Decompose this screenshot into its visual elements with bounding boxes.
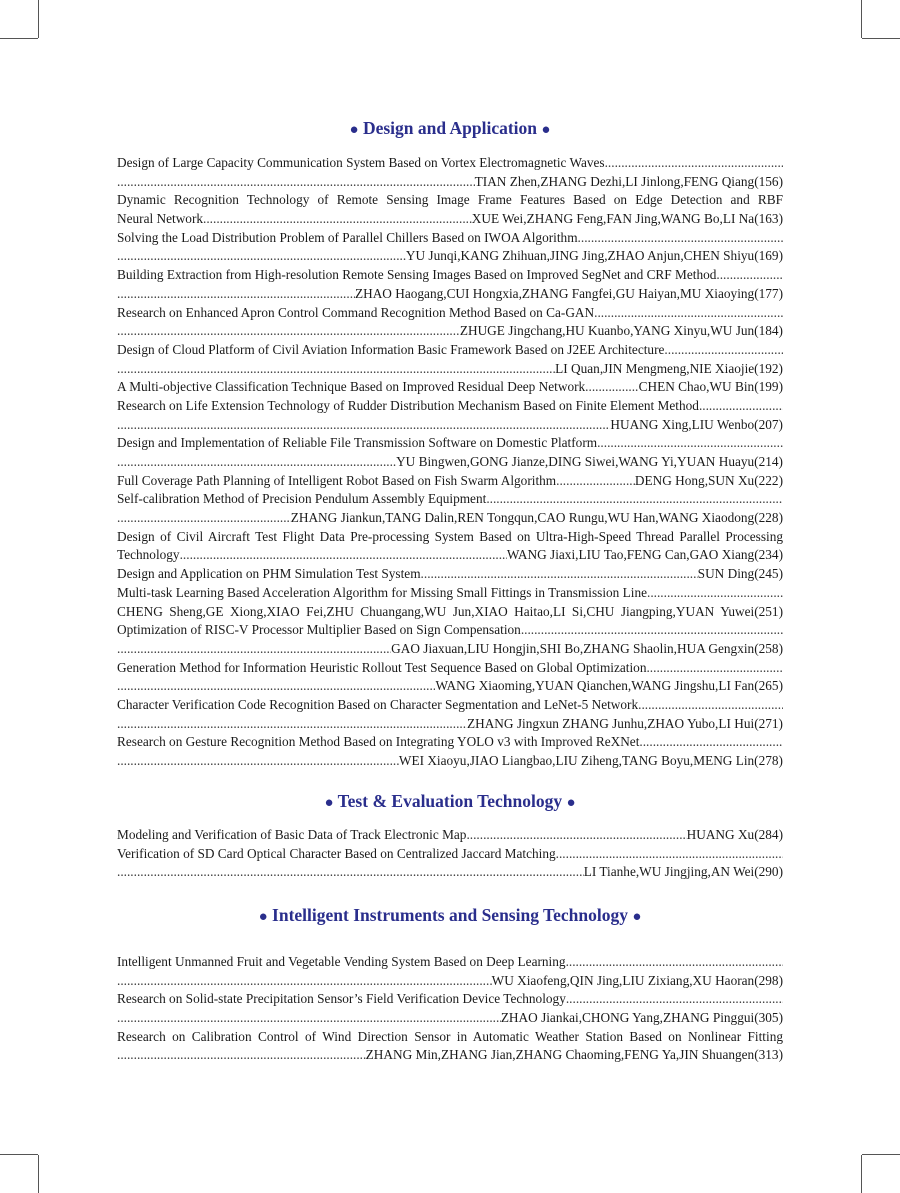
dot-leader <box>117 173 475 192</box>
entry-title: Modeling and Verification of Basic Data of Track Electronic Map <box>117 827 467 842</box>
dot-leader <box>521 621 783 640</box>
section-heading <box>117 790 783 814</box>
dot-leader <box>639 733 783 752</box>
toc-line <box>117 285 783 304</box>
toc-entries <box>117 826 783 882</box>
entry-title: Verification of SD Card Optical Character Based on Centralized Jaccard Matching <box>117 845 556 861</box>
entry-title: Research on Life Extension Technology of Rudder Distribution Mechanism Based on Finite Element Method <box>117 397 699 413</box>
toc-line <box>117 304 783 323</box>
entry-authors-page: ZHAO Haogang,CUI Hongxia,ZHANG Fangfei,GU Haiyan,MU Xiaoying(177) <box>354 285 783 301</box>
entry-title: Design and Implementation of Reliable File Transmission Software on Domestic Platform <box>117 435 598 451</box>
entry-authors-page: WU Xiaofeng,QIN Jing,LIU Zixiang,XU Haoran(298) <box>491 972 783 988</box>
dot-leader <box>117 972 492 991</box>
crop-mark-tl-h <box>0 38 38 39</box>
dot-leader <box>117 715 467 734</box>
toc-line <box>117 360 783 379</box>
dot-leader <box>117 285 355 304</box>
dot-leader <box>566 990 783 1009</box>
dot-leader <box>664 341 783 360</box>
entry-authors-page: WEI Xiaoyu,JIAO Liangbao,LIU Ziheng,TANG Boyu,MENG Lin(278) <box>398 753 783 768</box>
entry-title: Solving the Load Distribution Problem of Parallel Chillers Based on IWOA Algorithm <box>117 229 578 245</box>
entry-authors-page: LI Tianhe,WU Jingjing,AN Wei(290) <box>583 864 783 880</box>
entry-title: Neural Network <box>117 211 204 227</box>
entry-title: Character Verification Code Recognition Based on Character Segmentation and LeNet-5 Network <box>117 696 639 712</box>
toc-line <box>117 509 783 528</box>
dot-leader <box>117 509 291 528</box>
toc-line <box>117 341 783 360</box>
entry-authors-page: TIAN Zhen,ZHANG Dezhi,LI Jinlong,FENG Qiang(156) <box>474 173 783 189</box>
entry-authors-page: YU Bingwen,GONG Jianze,DING Siwei,WANG Yi,YUAN Huayu(214) <box>396 454 783 469</box>
toc-line <box>117 640 783 659</box>
entry-authors-page: WANG Xiaoming,YUAN Qianchen,WANG Jingshu,LI Fan(265) <box>435 678 783 694</box>
bullet-icon: ● <box>349 122 359 138</box>
dot-leader <box>699 397 783 416</box>
entry-title: Generation Method for Information Heuristic Rollout Test Sequence Based on Global Optimization <box>117 659 647 675</box>
dot-leader <box>597 434 783 453</box>
entry-authors-page: SUN Ding(245) <box>697 566 783 582</box>
entry-authors-page: ZHAO Jiankai,CHONG Yang,ZHANG Pinggui(305) <box>500 1010 783 1026</box>
dot-leader <box>117 1046 366 1065</box>
dot-leader <box>117 1009 501 1028</box>
dot-leader <box>203 210 472 229</box>
crop-mark-bl-h <box>0 1154 38 1155</box>
dot-leader <box>117 453 396 472</box>
toc-line <box>117 1009 783 1028</box>
toc-line <box>117 154 783 173</box>
entry-authors-page: ZHUGE Jingchang,HU Kuanbo,YANG Xinyu,WU Jun(184) <box>459 323 783 339</box>
entry-title: Technology <box>117 547 180 563</box>
toc-section <box>117 904 783 1065</box>
toc-line: CHENG Sheng,GE Xiong,XIAO Fei,ZHU Chuangang,WU Jun,XIAO Haitao,LI Si,CHU Jiangping,YUAN Yuwei(251) <box>117 603 783 619</box>
toc-line <box>117 659 783 678</box>
entry-authors-page: ZHANG Jiankun,TANG Dalin,REN Tongqun,CAO Rungu,WU Han,WANG Xiaodong(228) <box>290 510 783 526</box>
dot-leader <box>117 360 555 379</box>
section-title: Intelligent Instruments and Sensing Technology <box>272 905 628 925</box>
entry-title: Research on Enhanced Apron Control Command Recognition Method Based on Ca-GAN <box>117 304 595 320</box>
toc-line <box>117 733 783 752</box>
dot-leader <box>646 659 783 678</box>
toc-entries <box>117 953 783 1065</box>
entry-title: Intelligent Unmanned Fruit and Vegetable Vending System Based on Deep Learning <box>117 954 566 969</box>
bullet-icon: ● <box>632 909 642 925</box>
toc-line <box>117 565 783 584</box>
toc-line <box>117 472 783 491</box>
dot-leader <box>117 752 399 771</box>
dot-leader <box>647 584 783 603</box>
dot-leader <box>117 322 460 341</box>
entry-authors-page: WANG Jiaxi,LIU Tao,FENG Can,GAO Xiang(234) <box>506 547 783 563</box>
dot-leader <box>466 826 686 845</box>
entry-title: Research on Solid-state Precipitation Sensor’s Field Verification Device Technology <box>117 991 566 1007</box>
toc-line <box>117 378 783 397</box>
toc-line: Dynamic Recognition Technology of Remote Sensing Image Frame Features Based on Edge Detection and RBF <box>117 192 783 208</box>
crop-mark-bl-v <box>38 1155 39 1193</box>
toc-line <box>117 416 783 435</box>
dot-leader <box>578 229 783 248</box>
toc-line <box>117 845 783 864</box>
crop-mark-tr-v <box>861 0 862 38</box>
toc-line <box>117 229 783 248</box>
dot-leader <box>117 247 406 266</box>
toc-line <box>117 434 783 453</box>
toc-line <box>117 696 783 715</box>
entry-title: Full Coverage Path Planning of Intelligent Robot Based on Fish Swarm Algorithm <box>117 472 557 488</box>
toc-entries <box>117 154 783 771</box>
dot-leader <box>605 154 783 173</box>
entry-title: A Multi-objective Classification Technique Based on Improved Residual Deep Network <box>117 379 586 395</box>
dot-leader <box>421 565 698 584</box>
dot-leader <box>585 378 638 397</box>
entry-title: Self-calibration Method of Precision Pendulum Assembly Equipment <box>117 491 487 507</box>
toc-line <box>117 546 783 565</box>
toc-line <box>117 173 783 192</box>
toc-line <box>117 715 783 734</box>
entry-authors-page: ZHANG Min,ZHANG Jian,ZHANG Chaoming,FENG Ya,JIN Shuangen(313) <box>365 1047 783 1063</box>
crop-mark-br-v <box>861 1155 862 1193</box>
dot-leader <box>556 472 635 491</box>
dot-leader <box>180 546 507 565</box>
bullet-icon: ● <box>324 795 334 811</box>
dot-leader <box>117 640 391 659</box>
dot-leader <box>117 416 610 435</box>
entry-authors-page: CHEN Chao,WU Bin(199) <box>638 379 783 395</box>
section-heading <box>117 117 783 141</box>
bullet-icon: ● <box>566 795 576 811</box>
entry-title: Design of Large Capacity Communication System Based on Vortex Electromagnetic Waves <box>117 155 605 170</box>
toc-line: Design of Civil Aircraft Test Flight Data Pre-processing System Based on Ultra-High-Speed Thread Parallel Processing <box>117 528 783 544</box>
dot-leader <box>486 490 783 509</box>
entry-title: Design of Cloud Platform of Civil Aviation Information Basic Framework Based on J2EE Architecture <box>117 341 665 357</box>
toc-line <box>117 490 783 509</box>
toc-line <box>117 752 783 771</box>
dot-leader <box>117 863 584 882</box>
entry-authors-page: HUANG Xu(284) <box>686 827 783 842</box>
toc-line <box>117 1046 783 1065</box>
toc-line <box>117 397 783 416</box>
entry-authors-page: HUANG Xing,LIU Wenbo(207) <box>610 416 783 432</box>
entry-title: Design and Application on PHM Simulation Test System <box>117 566 421 582</box>
dot-leader <box>716 266 783 285</box>
toc-line <box>117 972 783 991</box>
toc-line: Research on Calibration Control of Wind Direction Sensor in Automatic Weather Station Based on Nonlinear Fitting <box>117 1028 783 1044</box>
toc-line <box>117 621 783 640</box>
dot-leader <box>566 953 783 972</box>
section-title: Design and Application <box>362 118 538 138</box>
section-title: Test & Evaluation Technology <box>337 791 563 811</box>
entry-authors-page: ZHANG Jingxun ZHANG Junhu,ZHAO Yubo,LI Hui(271) <box>466 715 783 731</box>
toc-section <box>117 117 783 771</box>
toc-line <box>117 453 783 472</box>
toc-line <box>117 990 783 1009</box>
toc-line <box>117 584 783 603</box>
crop-mark-tl-v <box>38 0 39 38</box>
entry-authors-page: XUE Wei,ZHANG Feng,FAN Jing,WANG Bo,LI Na(163) <box>471 211 783 227</box>
entry-authors-page: DENG Hong,SUN Xu(222) <box>634 472 783 488</box>
toc-section <box>117 790 783 882</box>
toc-line <box>117 826 783 845</box>
crop-mark-tr-h <box>862 38 900 39</box>
toc-line <box>117 266 783 285</box>
entry-title: Multi-task Learning Based Acceleration Algorithm for Missing Small Fittings in Transmission Line <box>117 584 647 600</box>
bullet-icon: ● <box>541 122 551 138</box>
toc-line <box>117 210 783 229</box>
dot-leader <box>638 696 783 715</box>
dot-leader <box>117 677 435 696</box>
toc-line <box>117 953 783 972</box>
bullet-icon: ● <box>258 909 268 925</box>
crop-mark-br-h <box>862 1154 900 1155</box>
toc-line <box>117 247 783 266</box>
toc-line <box>117 322 783 341</box>
entry-title: Optimization of RISC-V Processor Multiplier Based on Sign Compensation <box>117 622 521 638</box>
entry-authors-page: YU Junqi,KANG Zhihuan,JING Jing,ZHAO Anjun,CHEN Shiyu(169) <box>405 248 783 264</box>
entry-title: Building Extraction from High-resolution Remote Sensing Images Based on Improved SegNet and CRF Method <box>117 267 717 283</box>
section-heading <box>117 904 783 928</box>
toc-line <box>117 677 783 696</box>
toc-line <box>117 863 783 882</box>
dot-leader <box>594 304 783 323</box>
entry-authors-page: LI Quan,JIN Mengmeng,NIE Xiaojie(192) <box>555 360 783 376</box>
dot-leader <box>556 845 783 864</box>
entry-title: Research on Gesture Recognition Method Based on Integrating YOLO v3 with Improved ReXNet <box>117 734 640 750</box>
entry-authors-page: GAO Jiaxuan,LIU Hongjin,SHI Bo,ZHANG Shaolin,HUA Gengxin(258) <box>391 640 783 656</box>
